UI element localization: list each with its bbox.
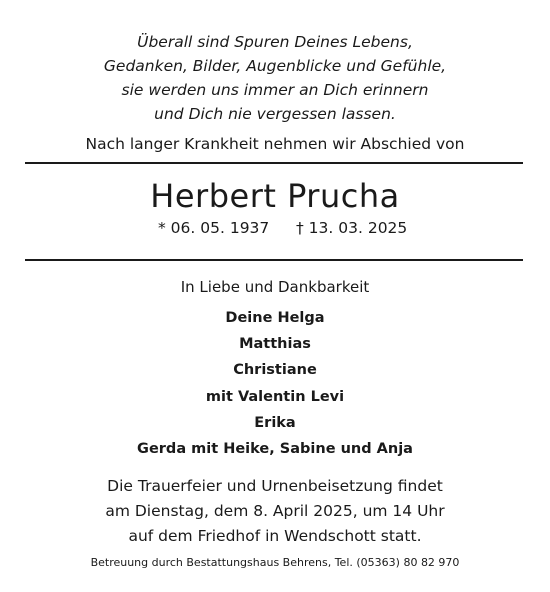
top-divider xyxy=(25,162,523,164)
poem-line: Gedanken, Bilder, Augenblicke und Gefühle, xyxy=(103,57,447,75)
poem-line: und Dich nie vergessen lassen. xyxy=(154,105,396,123)
poem-line: Überall sind Spuren Deines Lebens, xyxy=(137,33,413,51)
bottom-divider xyxy=(25,259,523,261)
mourners-intro: In Liebe und Dankbarkeit xyxy=(180,278,370,296)
service-line: auf dem Friedhof in Wendschott statt. xyxy=(128,527,422,545)
poem-line: sie werden uns immer an Dich erinnern xyxy=(121,81,429,99)
birth-date: * 06. 05. 1937 xyxy=(158,219,270,237)
deceased-name: Herbert Prucha xyxy=(150,177,400,215)
mourner-name: Christiane xyxy=(233,362,317,378)
mourner-name: Deine Helga xyxy=(225,310,325,326)
service-line: Die Trauerfeier und Urnenbeisetzung findet xyxy=(107,477,443,495)
intro-text: Nach langer Krankheit nehmen wir Abschied von xyxy=(85,135,465,153)
mourner-name: Erika xyxy=(254,415,296,431)
mourner-name: Gerda mit Heike, Sabine und Anja xyxy=(137,441,413,457)
mourner-name: Matthias xyxy=(239,336,311,352)
service-line: am Dienstag, dem 8. April 2025, um 14 Uhr xyxy=(105,502,445,520)
funeral-home-footer: Betreuung durch Bestattungshaus Behrens, Tel. (05363) 80 82 970 xyxy=(90,556,460,569)
death-date: † 13. 03. 2025 xyxy=(296,219,408,237)
mourner-name: mit Valentin Levi xyxy=(205,389,345,405)
